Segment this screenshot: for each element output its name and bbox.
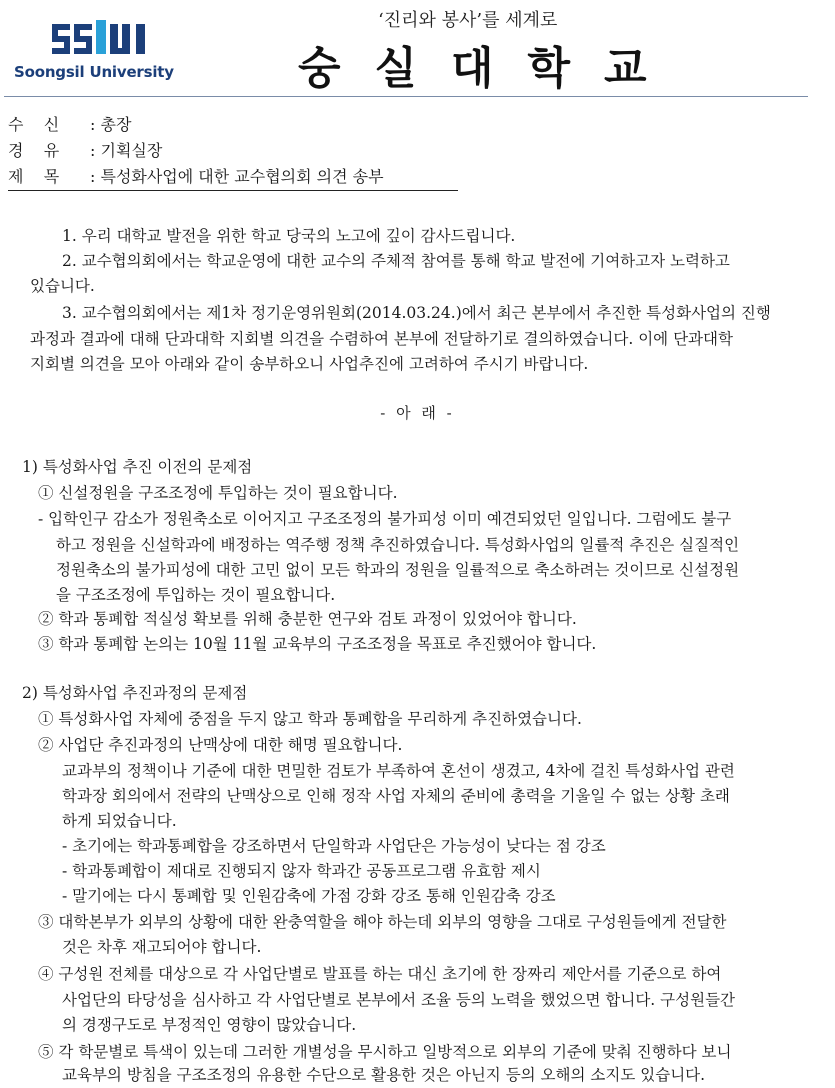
logo-text: Soongsil University [14,63,174,81]
section-2-item-2-bullet-1: - 초기에는 학과통폐합을 강조하면서 단일학과 사업단은 가능성이 낮다는 점 강조 [62,837,606,855]
intro-paragraph-2-line-2: 있습니다. [30,277,95,295]
section-2-item-5-line-1: ⑤ 각 학문별로 특색이 있는데 그러한 개별성을 무시하고 일방적으로 외부의 기준에 맞춰 진행하다 보니 [38,1043,732,1061]
section-2-item-4-line-2: 사업단의 타당성을 심사하고 각 사업단별로 본부에서 조율 등의 노력을 했었으면 합니다. 구성원들간 [62,991,736,1009]
section-2-item-4-line-1: ④ 구성원 전체를 대상으로 각 사업단별로 발표를 하는 대신 초기에 한 장짜리 제안서를 기준으로 하여 [38,965,722,983]
section-2-item-2-bullet-3: - 말기에는 다시 통폐합 및 인원감축에 가점 강화 강조 통해 인원감축 강조 [62,887,556,905]
section-1-item-1-detail-4: 을 구조조정에 투입하는 것이 필요합니다. [56,586,336,604]
intro-paragraph-3-line-1: 3. 교수협의회에서는 제1차 정기운영위원회(2014.03.24.)에서 최근 본부에서 추진한 특성화사업의 진행 [62,304,771,322]
memo-meta [8,112,458,191]
section-2-title: 2) 특성화사업 추진과정의 문제점 [22,684,248,702]
via-row [8,138,458,164]
intro-paragraph-3-line-2: 과정과 결과에 대해 단과대학 지회별 의견을 수렴하여 본부에 전달하기로 결의하였습니다. 이에 단과대학 [30,330,733,348]
section-2-item-2-detail-1: 교과부의 정책이나 기준에 대한 면밀한 검토가 부족하여 혼선이 생겼고, 4차에 걸친 특성화사업 관련 [62,762,735,780]
section-2-item-2-detail-3: 하게 되었습니다. [62,812,177,830]
section-2-item-5-line-2: 교육부의 방침을 구조조정의 유용한 수단으로 활용한 것은 아닌지 등의 오해의 소지도 있습니다. [62,1066,706,1084]
recipient-label: 수 신 [8,115,60,134]
recipient-row [8,112,458,138]
intro-paragraph-1: 1. 우리 대학교 발전을 위한 학교 당국의 노고에 깊이 감사드립니다. [62,227,516,245]
section-1-item-1-detail-2: 하고 정원을 신설학과에 배정하는 역주행 정책 추진하였습니다. 특성화사업의 일률적 추진은 실질적인 [56,536,740,554]
colon: : [90,115,101,134]
section-2-item-3-line-2: 것은 차후 재고되어야 합니다. [62,938,262,956]
subject-label: 제 목 [8,167,60,186]
colon: : [90,167,101,186]
subject-value: 특성화사업에 대한 교수협의회 의견 송부 [100,167,384,186]
section-1-item-1: ① 신설정원을 구조조정에 투입하는 것이 필요합니다. [38,484,398,502]
section-2-item-2-bullet-2: - 학과통폐합이 제대로 진행되지 않자 학과간 공동프로그램 유효함 제시 [62,862,541,880]
section-1-title: 1) 특성화사업 추진 이전의 문제점 [22,458,253,476]
section-2-item-3-line-1: ③ 대학본부가 외부의 상황에 대한 완충역할을 해야 하는데 외부의 영향을 그대로 구성원들에게 전달한 [38,913,727,931]
divider-label: - 아 래 - [380,404,455,422]
section-2-item-4-line-3: 의 경쟁구도로 부정적인 영향이 많았습니다. [62,1016,357,1034]
university-name: 숭실대학교 [298,43,681,94]
recipient-value: 총장 [100,115,132,134]
letterhead [0,0,835,100]
section-1-item-3: ③ 학과 통폐합 논의는 10월 11월 교육부의 구조조정을 목표로 추진했어야 합니다. [38,635,597,653]
section-2-item-2: ② 사업단 추진과정의 난맥상에 대한 해명 필요합니다. [38,736,403,754]
section-2-item-2-detail-2: 학과장 회의에서 전략의 난맥상으로 인해 정작 사업 자체의 준비에 총력을 기울일 수 없는 상황 초래 [62,787,730,805]
section-1-item-1-detail-1: - 입학인구 감소가 정원축소로 이어지고 구조조정의 불가피성 이미 예견되었던 일입니다. 그럼에도 불구 [38,510,732,528]
section-2-item-1: ① 특성화사업 자체에 중점을 두지 않고 학과 통폐합을 무리하게 추진하였습니다. [38,710,582,728]
colon: : [90,141,101,160]
section-1-item-1-detail-3: 정원축소의 불가피성에 대한 고민 없이 모든 학과의 정원을 일률적으로 축소하려는 것이므로 신설정원 [56,561,740,579]
header-divider [4,96,808,97]
subject-row [8,164,458,191]
section-1-item-2: ② 학과 통폐합 적실성 확보를 위해 충분한 연구와 검토 과정이 있었어야 합니다. [38,610,577,628]
intro-paragraph-2-line-1: 2. 교수협의회에서는 학교운영에 대한 교수의 주체적 참여를 통해 학교 발전에 기여하고자 노력하고 [62,252,730,270]
slogan: ‘진리와 봉사’를 세계로 [378,10,558,31]
via-value: 기획실장 [100,141,163,160]
via-label: 경 유 [8,141,60,160]
intro-paragraph-3-line-3: 지회별 의견을 모아 아래와 같이 송부하오니 사업추진에 고려하여 주시기 바랍니다. [30,355,589,373]
